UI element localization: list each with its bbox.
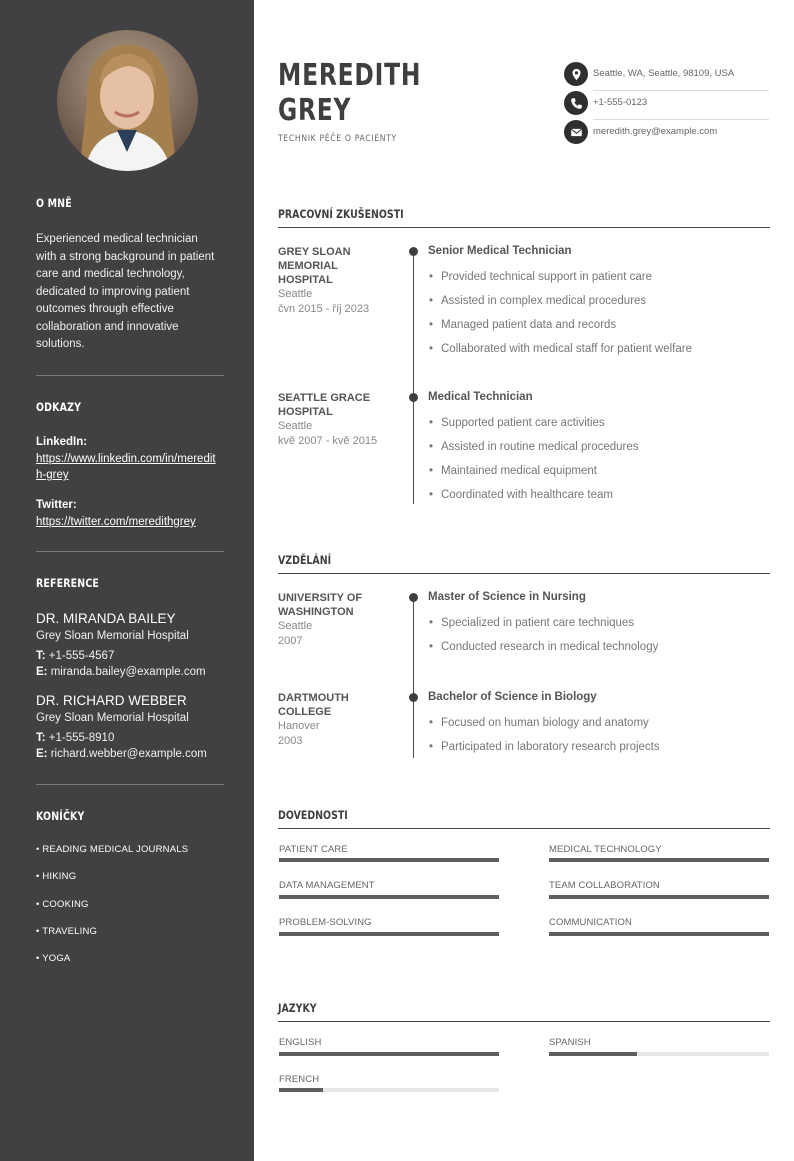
contact-address (564, 62, 769, 86)
employer-name: GREY SLOAN MEMORIAL HOSPITAL (278, 246, 351, 286)
timeline-dot (409, 593, 418, 602)
list-item: • Specialized in patient care techniques (429, 617, 634, 629)
skill-bar (549, 895, 769, 899)
language-bar (279, 1052, 499, 1056)
skill-bar (549, 858, 769, 862)
person-name (278, 58, 421, 128)
map-pin-icon (564, 62, 588, 86)
job-title: TECHNIK PÉČE O PACIENTY (278, 134, 397, 144)
profile-photo (57, 30, 198, 171)
education-title: VZDĚLÁNÍ (278, 553, 332, 567)
school-name: UNIVERSITY OF WASHINGTON (278, 592, 363, 618)
list-item: • Participated in laboratory research projects (429, 741, 660, 753)
timeline-dot (409, 393, 418, 402)
graduation-year: 2003 (278, 735, 303, 747)
reference-phone (36, 650, 114, 662)
job-role: Medical Technician (428, 391, 533, 403)
skill-label: PATIENT CARE (279, 844, 348, 855)
phone-label: T: (36, 732, 46, 744)
skill-bar (279, 895, 499, 899)
reference-org: Grey Sloan Memorial Hospital (36, 630, 189, 642)
skill-bar-fill (549, 895, 769, 899)
hobby-item: • HIKING (36, 871, 77, 882)
hobby-item: • READING MEDICAL JOURNALS (36, 844, 189, 855)
job-role: Senior Medical Technician (428, 245, 572, 257)
language-bar (549, 1052, 769, 1056)
list-item: • Provided technical support in patient care (429, 271, 652, 283)
hobby-item: • TRAVELING (36, 926, 98, 937)
twitter-label: Twitter: (36, 499, 77, 511)
phone-value: +1-555-4567 (48, 650, 115, 662)
list-item: • Assisted in complex medical procedures (429, 295, 646, 307)
contact-phone (564, 91, 769, 115)
contact-email (564, 120, 769, 144)
divider (36, 375, 224, 376)
timeline-dot (409, 693, 418, 702)
timeline-dot (409, 247, 418, 256)
first-name: MEREDITH (278, 58, 422, 93)
employment-dates: čvn 2015 - říj 2023 (278, 303, 370, 315)
language-label: SPANISH (549, 1037, 591, 1048)
list-item: • Supported patient care activities (429, 417, 605, 429)
school-location: Seattle (278, 620, 313, 632)
employment-dates: kvě 2007 - kvě 2015 (278, 435, 378, 447)
graduation-year: 2007 (278, 635, 303, 647)
language-bar-fill (279, 1052, 499, 1056)
reference-email (36, 748, 207, 760)
email-text[interactable]: meredith.grey@example.com (593, 126, 718, 137)
email-label: E: (36, 748, 48, 760)
list-item: • Assisted in routine medical procedures (429, 441, 639, 453)
avatar (57, 30, 198, 171)
phone-icon (564, 91, 588, 115)
experience-title: PRACOVNÍ ZKUŠENOSTI (278, 207, 404, 221)
reference-name: DR. MIRANDA BAILEY (36, 611, 176, 626)
degree: Bachelor of Science in Biology (428, 691, 597, 703)
language-bar (279, 1088, 499, 1092)
divider (36, 784, 224, 785)
email-label: E: (36, 666, 48, 678)
hobby-item: • COOKING (36, 899, 89, 910)
skill-bar-fill (549, 858, 769, 862)
language-bar-fill (549, 1052, 637, 1056)
skill-label: MEDICAL TECHNOLOGY (549, 844, 662, 855)
skill-bar-fill (279, 932, 499, 936)
about-title: O MNĚ (36, 196, 72, 210)
list-item: • Conducted research in medical technology (429, 641, 658, 653)
section-rule (278, 573, 770, 574)
twitter-link[interactable]: https://twitter.com/meredithgrey (36, 516, 196, 528)
reference-email (36, 666, 206, 678)
hobby-item: • YOGA (36, 953, 71, 964)
employer-location: Seattle (278, 288, 313, 300)
reference-name: DR. RICHARD WEBBER (36, 693, 187, 708)
phone-value: +1-555-8910 (48, 732, 115, 744)
education-timeline (413, 597, 414, 758)
language-bar-fill (279, 1088, 323, 1092)
address-text: Seattle, WA, Seattle, 98109, USA (593, 68, 735, 79)
email-value: miranda.bailey@example.com (50, 666, 206, 678)
email-value: richard.webber@example.com (50, 748, 207, 760)
linkedin-label: LinkedIn: (36, 436, 88, 448)
references-title: REFERENCE (36, 576, 100, 590)
skill-label: PROBLEM-SOLVING (279, 917, 372, 928)
employer-location: Seattle (278, 420, 313, 432)
list-item: • Collaborated with medical staff for patient welfare (429, 343, 692, 355)
skills-title: DOVEDNOSTI (278, 808, 348, 822)
list-item: • Maintained medical equipment (429, 465, 597, 477)
skill-bar (279, 932, 499, 936)
language-label: ENGLISH (279, 1037, 322, 1048)
list-item: • Focused on human biology and anatomy (429, 717, 649, 729)
list-item: • Coordinated with healthcare team (429, 489, 613, 501)
envelope-icon (564, 120, 588, 144)
list-item: • Managed patient data and records (429, 319, 616, 331)
sidebar (0, 0, 254, 1161)
languages-title: JAZYKY (278, 1001, 317, 1015)
section-rule (278, 227, 770, 228)
section-rule (278, 828, 770, 829)
skill-bar-fill (549, 932, 769, 936)
school-location: Hanover (278, 720, 320, 732)
skill-bar (279, 858, 499, 862)
reference-phone (36, 732, 114, 744)
links-title: ODKAZY (36, 400, 82, 414)
skill-label: COMMUNICATION (549, 917, 632, 928)
section-rule (278, 1021, 770, 1022)
school-name: DARTMOUTH COLLEGE (278, 692, 349, 718)
last-name: GREY (278, 93, 352, 128)
hobbies-title: KONÍČKY (36, 809, 85, 823)
skill-bar-fill (279, 858, 499, 862)
divider (36, 551, 224, 552)
reference-org: Grey Sloan Memorial Hospital (36, 712, 189, 724)
skill-label: DATA MANAGEMENT (279, 880, 375, 891)
skill-bar-fill (279, 895, 499, 899)
skill-label: TEAM COLLABORATION (549, 880, 660, 891)
degree: Master of Science in Nursing (428, 591, 586, 603)
experience-timeline (413, 251, 414, 504)
language-label: FRENCH (279, 1074, 320, 1085)
phone-label: T: (36, 650, 46, 662)
about-text: Experienced medical technician with a strong background in patient care and medical technology, dedicated to improving patient outcomes through effective collaboration and innovative solutions. (36, 233, 215, 350)
employer-name: SEATTLE GRACE HOSPITAL (278, 392, 371, 418)
phone-text: +1-555-0123 (593, 97, 648, 108)
linkedin-link[interactable]: https://www.linkedin.com/in/meredith-grey (36, 453, 216, 481)
skill-bar (549, 932, 769, 936)
